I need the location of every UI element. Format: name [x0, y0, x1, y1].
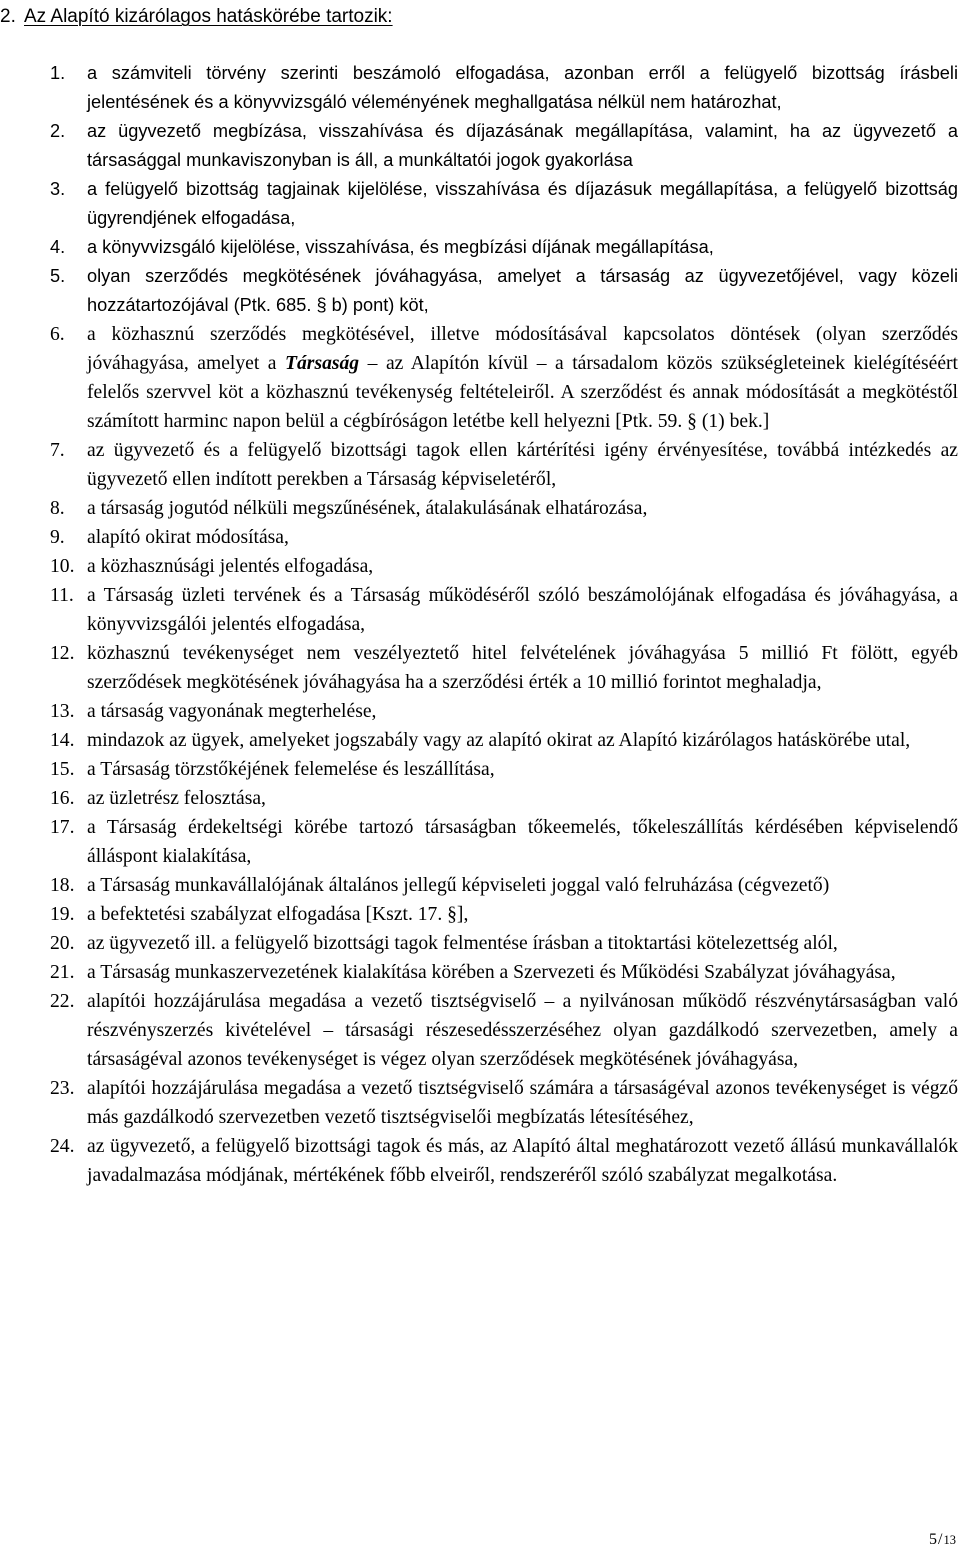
list-item-number: 13. [50, 701, 75, 722]
list-item [50, 929, 958, 958]
list-item-number: 14. [50, 730, 75, 751]
list-item-text: a számviteli törvény szerinti beszámoló elfogadása, azonban erről a felügyelő bizottság írásbeli jelentésének és a könyvvizsgáló véleményének meghallgatása nélkül nem határozhat, [87, 63, 958, 112]
list-item-number: 9. [50, 527, 65, 548]
list-item-number: 20. [50, 933, 75, 954]
list-item-number: 10. [50, 556, 75, 577]
current-page: 5 [929, 1531, 938, 1548]
list-item-number: 23. [50, 1078, 75, 1099]
list-item-text: a könyvvizsgáló kijelölése, visszahívása, és megbízási díjának megállapítása, [87, 237, 714, 257]
list-item [50, 436, 958, 494]
list-item-text: a társaság jogutód nélküli megszűnésének, átalakulásának elhatározása, [87, 498, 648, 519]
list-item [50, 784, 958, 813]
list-item [50, 59, 958, 117]
text-segment: – az Alapítón kívül – a társadalom közös szükségleteinek kielégítéséért felelős szervvel köt a közhasznú tevékenység feltételeiről. A szerződést és annak módosítását a megkötéstől számított harminc napon belül a cégbíróságon letétbe kell helyezni [Ptk. 59. § (1) bek.] [87, 353, 958, 432]
list-item [50, 871, 958, 900]
list-item [50, 523, 958, 552]
list-item-number: 7. [50, 440, 65, 461]
list-item-number: 4. [50, 237, 66, 257]
list-item-text: alapító okirat módosítása, [87, 527, 289, 548]
list-item-text: a felügyelő bizottság tagjainak kijelölése, visszahívása és díjazásuk megállapítása, a felügyelő bizottság ügyrendjének elfogadása, [87, 179, 958, 228]
list-item-text: a közhasznúsági jelentés elfogadása, [87, 556, 374, 577]
list-item [50, 987, 958, 1074]
page-separator: / [938, 1531, 943, 1548]
list-item [50, 233, 958, 262]
list-item-text: az ügyvezető megbízása, visszahívása és díjazásának megállapítása, valamint, ha az ügyvezető a társasággal munkaviszonyban is áll, a munkáltatói jogok gyakorlása [87, 121, 958, 170]
list-item [50, 1074, 958, 1132]
list-item-text: a társaság vagyonának megterhelése, [87, 701, 377, 722]
list-item [50, 813, 958, 871]
list-item-number: 3. [50, 179, 66, 199]
list-item-number: 16. [50, 788, 75, 809]
competence-list [50, 59, 958, 1190]
list-item-text: az üzletrész felosztása, [87, 788, 266, 809]
list-item-number: 15. [50, 759, 75, 780]
list-item [50, 755, 958, 784]
list-item-text: alapítói hozzájárulása megadása a vezető tisztségviselő számára a társaságéval azonos tevékenységet is végző más gazdálkodó szervezetben vezető tisztségviselői megbízatás létesítéséhez, [87, 1078, 958, 1128]
list-item [50, 1132, 958, 1190]
list-item-number: 17. [50, 817, 75, 838]
section-number: 2. [0, 6, 16, 27]
list-item-number: 18. [50, 875, 75, 896]
list-item-number: 22. [50, 991, 75, 1012]
list-item [50, 175, 958, 233]
list-item-number: 21. [50, 962, 75, 983]
list-item-text: a Társaság érdekeltségi körébe tartozó társaságban tőkeemelés, tőkeleszállítás kérdésében képviselendő álláspont kialakítása, [87, 817, 958, 867]
list-item-text: alapítói hozzájárulása megadása a vezető tisztségviselő – a nyilvánosan működő részvénytársaságban való részvényszerzés kivételével – társasági részesedésszerzéséhez olyan gazdálkodó szervezetben, amely a társaságéval azonos tevékenységet is végez olyan szerződések megkötésének jóváhagyása, [87, 991, 958, 1070]
list-item-text: olyan szerződés megkötésének jóváhagyása, amelyet a társaság az ügyvezetőjével, vagy közeli hozzátartozójával (Ptk. 685. § b) pont) köt, [87, 266, 958, 315]
list-item-number: 6. [50, 324, 65, 345]
list-item-number: 5. [50, 266, 66, 286]
list-item [50, 958, 958, 987]
list-item-text: a Társaság munkavállalójának általános jellegű képviseleti joggal való felruházása (cégvezető) [87, 875, 830, 896]
text-segment: a közhasznú szerződés megkötésével, illetve módosításával kapcsolatos döntések (olyan szerződés jóváhagyása, amelyet a [87, 324, 958, 374]
list-item [50, 262, 958, 320]
list-item-text: a Társaság üzleti tervének és a Társaság működéséről szóló beszámolójának elfogadása és jóváhagyása, a könyvvizsgálói jelentés elfogadása, [87, 585, 958, 635]
page-number [929, 1530, 956, 1550]
list-item-number: 1. [50, 63, 66, 83]
list-item-text [87, 320, 958, 436]
list-item-number: 19. [50, 904, 75, 925]
list-item-number: 24. [50, 1136, 75, 1157]
list-item [50, 900, 958, 929]
list-item-number: 8. [50, 498, 65, 519]
list-item [50, 726, 958, 755]
list-item-text: a Társaság törzstőkéjének felemelése és leszállítása, [87, 759, 495, 780]
list-item-number: 11. [50, 585, 74, 606]
list-item [50, 320, 958, 436]
list-item [50, 697, 958, 726]
list-item-text: mindazok az ügyek, amelyeket jogszabály vagy az alapító okirat az Alapító kizárólagos hatáskörébe utal, [87, 730, 911, 751]
list-item-number: 2. [50, 121, 66, 141]
list-item [50, 117, 958, 175]
list-item [50, 494, 958, 523]
list-item-text: az ügyvezető ill. a felügyelő bizottsági tagok felmentése írásban a titoktartási kötelezettség alól, [87, 933, 838, 954]
section-heading [0, 4, 393, 30]
emphasized-term: Társaság [285, 353, 360, 374]
list-item-text: a befektetési szabályzat elfogadása [Kszt. 17. §], [87, 904, 469, 925]
list-item [50, 552, 958, 581]
total-pages: 13 [943, 1533, 956, 1547]
list-item-text: az ügyvezető és a felügyelő bizottsági tagok ellen kártérítési igény érvényesítése, továbbá intézkedés az ügyvezető ellen indított perekben a Társaság képviseletéről, [87, 440, 958, 490]
section-title: Az Alapító kizárólagos hatáskörébe tartozik: [24, 6, 393, 27]
list-item [50, 639, 958, 697]
list-item-number: 12. [50, 643, 75, 664]
list-item [50, 581, 958, 639]
list-item-text: a Társaság munkaszervezetének kialakítása körében a Szervezeti és Működési Szabályzat jóváhagyása, [87, 962, 896, 983]
list-item-text: az ügyvezető, a felügyelő bizottsági tagok és más, az Alapító által meghatározott vezető állású munkavállalók javadalmazása módjának, mértékének főbb elveiről, rendszeréről szóló szabályzat megalkotása. [87, 1136, 958, 1186]
list-item-text: közhasznú tevékenységet nem veszélyeztető hitel felvételének jóváhagyása 5 millió Ft fölött, egyéb szerződések megkötésének jóváhagyása ha a szerződési érték a 10 millió forintot meghaladja, [87, 643, 958, 693]
